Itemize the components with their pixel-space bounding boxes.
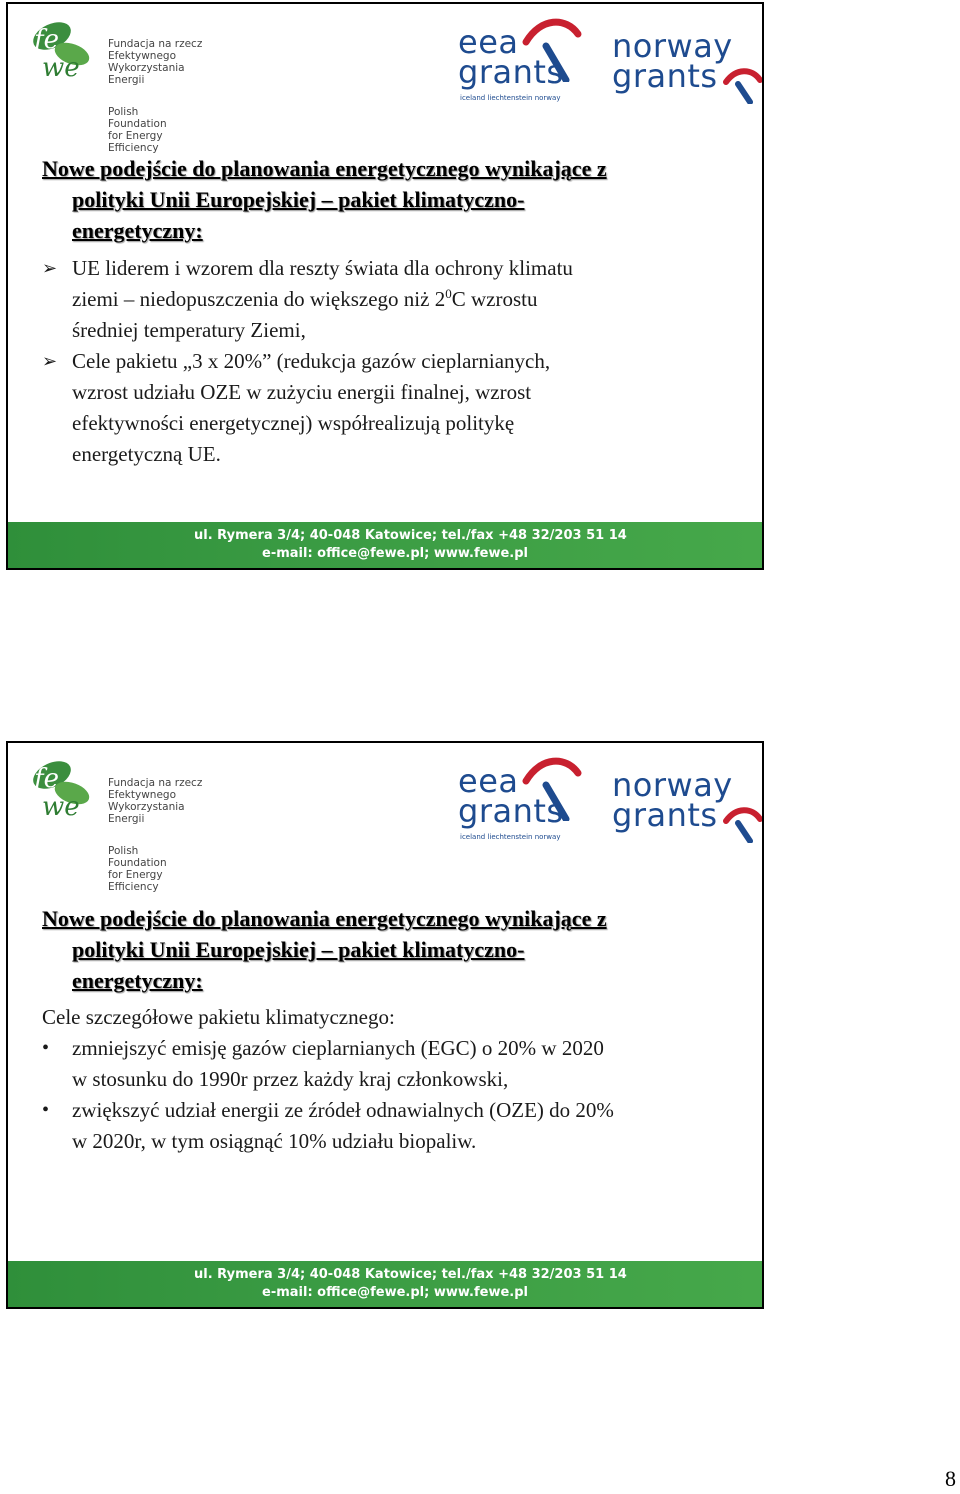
list-item-continuation: ziemi – niedopuszczenia do większego niż $2^0C$ wzrostu <box>72 286 538 311</box>
fewe-leaf-logo-icon <box>22 14 102 84</box>
grants-word: grants <box>612 57 718 95</box>
slide-body <box>42 253 762 470</box>
svg-text:fe: fe <box>34 25 60 55</box>
slide-title <box>42 903 762 996</box>
norway-grants-logo <box>612 767 762 847</box>
list-item: ➢ Cele pakietu „3 x 20%” (redukcja gazów cieplarnianych, <box>42 346 762 377</box>
footer-address: ul. Rymera 3/4; 40-048 Katowice; tel./fax +48 32/203 51 14 <box>194 1267 627 1282</box>
contact-footer <box>8 1261 762 1307</box>
list-item-continuation: średniej temperatury Ziemi, <box>72 318 306 342</box>
intro-text: Cele szczegółowe pakietu klimatycznego: <box>42 1005 395 1029</box>
arrow-bullet-icon: ➢ <box>42 351 58 372</box>
grants-word: grants <box>458 792 564 830</box>
eea-grants-logo <box>456 12 586 104</box>
list-item-continuation: wzrost udziału OZE w zużyciu energii finalnej, wzrost <box>72 380 532 404</box>
slide-body <box>42 1002 762 1157</box>
page-number: 8 <box>945 1466 956 1491</box>
title-line-2: polityki Unii Europejskiej – pakiet klimatyczno- <box>72 937 525 962</box>
title-line-3: energetyczny: <box>72 218 203 243</box>
norway-grants-logo <box>612 28 762 108</box>
list-item: • zwiększyć udział energii ze źródeł odnawialnych (OZE) do 20% <box>42 1095 762 1126</box>
svg-text:we: we <box>42 792 80 822</box>
footer-email: e-mail: office@fewe.pl; www.fewe.pl <box>262 546 528 561</box>
eea-word: eea <box>458 23 519 61</box>
norway-swirl-icon <box>720 64 764 104</box>
list-item-continuation: w stosunku do 1990r przez każdy kraj członkowski, <box>72 1067 509 1091</box>
list-item: • zmniejszyć emisję gazów cieplarnianych (EGC) o 20% w 2020 <box>42 1033 762 1064</box>
eea-grants-logo <box>456 751 586 843</box>
fewe-logo <box>22 14 222 154</box>
norway-swirl-icon <box>720 803 764 843</box>
title-line-1: Nowe podejście do planowania energetycznego wynikające z <box>42 156 607 181</box>
norway-word: norway <box>612 27 733 65</box>
fewe-name-polish: Fundacja na rzecz Efektywnego Wykorzystania Energii <box>108 38 203 86</box>
footer-email: e-mail: office@fewe.pl; www.fewe.pl <box>262 1285 528 1300</box>
slide-title <box>42 153 762 246</box>
grants-word: grants <box>612 796 718 834</box>
eea-subtitle: iceland liechtenstein norway <box>460 94 561 102</box>
title-line-3: energetyczny: <box>72 968 203 993</box>
bullet-dot-icon: • <box>42 1037 50 1059</box>
fewe-logo <box>22 753 222 893</box>
fewe-name-polish: Fundacja na rzecz Efektywnego Wykorzystania Energii <box>108 777 203 825</box>
footer-address: ul. Rymera 3/4; 40-048 Katowice; tel./fax +48 32/203 51 14 <box>194 528 627 543</box>
svg-text:fe: fe <box>34 764 60 794</box>
list-item-continuation: w 2020r, w tym osiągnąć 10% udziału biopaliw. <box>72 1129 477 1153</box>
arrow-bullet-icon: ➢ <box>42 258 58 279</box>
bullet-dot-icon: • <box>42 1099 50 1121</box>
contact-footer <box>8 522 762 568</box>
fewe-name-english: Polish Foundation for Energy Efficiency <box>108 106 167 154</box>
slide-1 <box>6 2 764 570</box>
eea-word: eea <box>458 762 519 800</box>
fewe-leaf-logo-icon <box>22 753 102 823</box>
grants-word: grants <box>458 53 564 91</box>
norway-word: norway <box>612 766 733 804</box>
title-line-1: Nowe podejście do planowania energetycznego wynikające z <box>42 906 607 931</box>
svg-text:we: we <box>42 53 80 83</box>
fewe-name-english: Polish Foundation for Energy Efficiency <box>108 845 167 893</box>
slide-2 <box>6 741 764 1309</box>
list-item-continuation: efektywności energetycznej) współrealizują politykę <box>72 411 515 435</box>
title-line-2: polityki Unii Europejskiej – pakiet klimatyczno- <box>72 187 525 212</box>
eea-subtitle: iceland liechtenstein norway <box>460 833 561 841</box>
list-item-continuation: energetyczną UE. <box>72 442 221 466</box>
list-item: ➢ UE liderem i wzorem dla reszty świata dla ochrony klimatu <box>42 253 762 284</box>
